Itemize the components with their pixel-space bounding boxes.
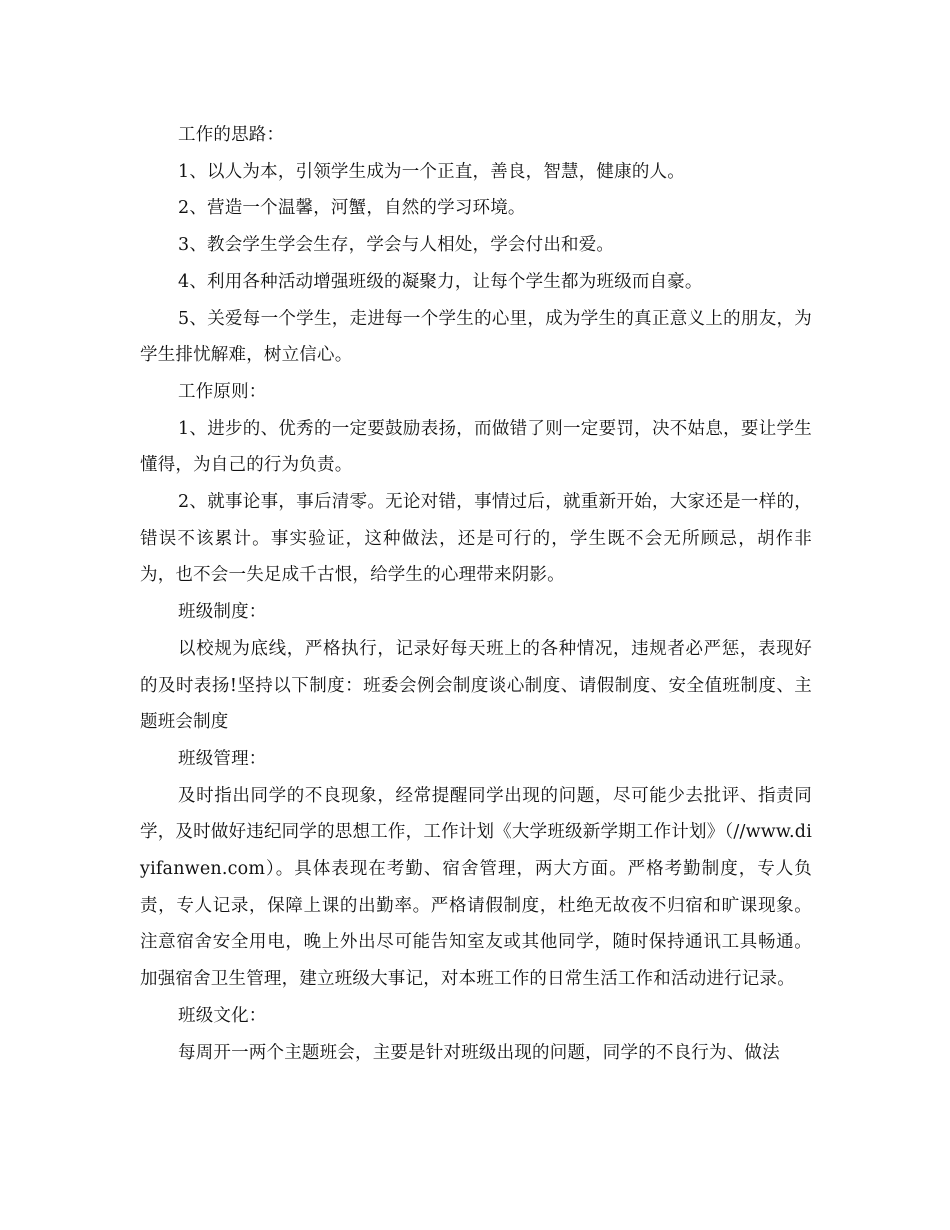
heading-class-culture: 班级文化： <box>178 1005 267 1026</box>
heading-work-ideas: 工作的思路： <box>178 125 285 145</box>
list-item: 5、关爱每一个学生，走进每一个学生的心里，成为学生的真正意义上的朋友，为学生排忧解难，树立信心。 <box>140 308 812 366</box>
heading-class-rules: 班级制度： <box>178 602 267 623</box>
body-paragraph: 每周开一两个主题班会，主要是针对班级出现的问题，同学的不良行为、做法 <box>178 1042 780 1063</box>
list-item: 3、教会学生学会生存，学会与人相处，学会付出和爱。 <box>178 235 615 256</box>
list-item: 1、进步的、优秀的一定要鼓励表扬，而做错了则一定要罚，决不姑息，要让学生懂得，为自己的行为负责。 <box>140 418 812 476</box>
list-item: 4、利用各种活动增强班级的凝聚力，让每个学生都为班级而自豪。 <box>178 271 703 292</box>
body-paragraph: 以校规为底线，严格执行，记录好每天班上的各种情况，违规者必严惩，表现好的及时表扬!坚持以下制度：班委会例会制度谈心制度、请假制度、安全值班制度、主题班会制度 <box>140 638 812 733</box>
body-paragraph: 及时指出同学的不良现象，经常提醒同学出现的问题，尽可能少去批评、指责同学，及时做好违纪同学的思想工作，工作计划《大学班级新学期工作计划》（//www.diyifanwen.com）。具体表现在考勤、宿舍管理，两大方面。严格考勤制度，专人负责，专人记录，保障上课的出勤率。严格请假制度，杜绝无故夜不归宿和旷课现象。注意宿舍安全用电，晚上外出尽可能告知室友或其他同学，随时保持通讯工具畅通。加强宿舍卫生管理，建立班级大事记，对本班工作的日常生活工作和活动进行记录。 <box>140 785 812 990</box>
heading-class-management: 班级管理： <box>178 748 267 769</box>
list-item: 2、就事论事，事后清零。无论对错，事情过后，就重新开始，大家还是一样的，错误不该累计。事实验证，这种做法，还是可行的，学生既不会无所顾忌，胡作非为，也不会一失足成千古恨，给学生的心理带来阴影。 <box>140 492 812 586</box>
heading-work-principles: 工作原则： <box>178 381 267 402</box>
list-item: 1、以人为本，引领学生成为一个正直，善良，智慧，健康的人。 <box>178 161 685 182</box>
document-body <box>140 117 812 1071</box>
list-item: 2、营造一个温馨，河蟹，自然的学习环境。 <box>178 198 526 219</box>
